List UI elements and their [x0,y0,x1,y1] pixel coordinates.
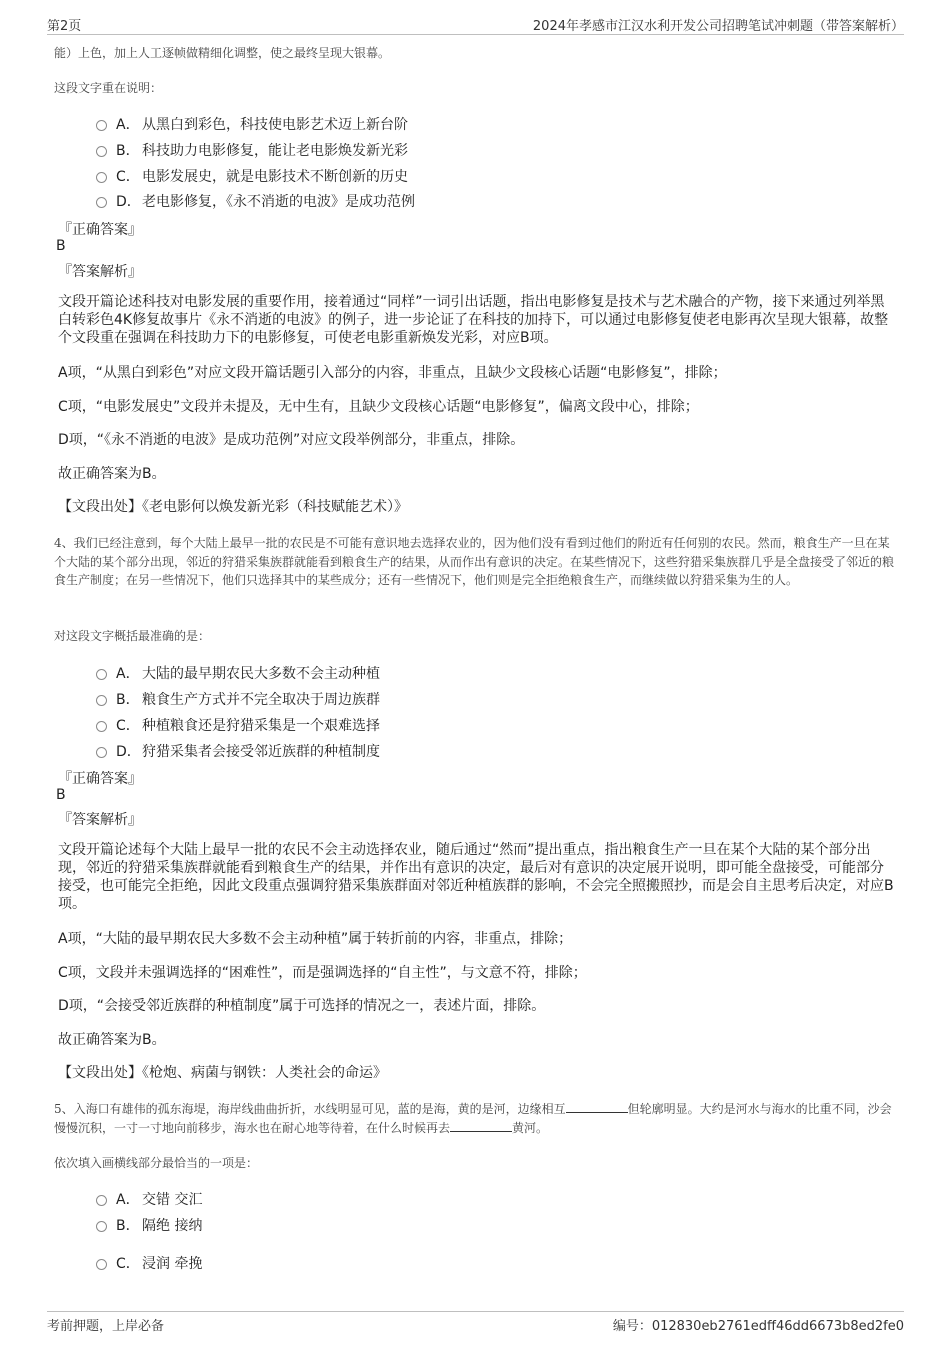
q4-option-c[interactable]: C． 种植粮食还是狩猎采集是一个艰难选择 [96,715,380,735]
q3-prompt: 这段文字重在说明： [54,81,163,95]
q4-passage: 4、我们已经注意到，每个大陆上最早一批的农民是不可能有意识地去选择农业的，因为他们没有看到过他们的附近有任何别的农民。然而，粮食生产一旦在某个大陆的某个部分出现，邻近的狩猎采集族群就能看到粮食生产的结果，从而作出有意识的决定。在某些情况下，这些狩猎采集族群几乎是全盘接受了邻近的粮食生产制度；在另一些情况下，他们只选择其中的某些成分；还有一些情况下，他们则是完全拒绝粮食生产，而继续做以狩猎采集为生的人。 [54,536,895,587]
q3-note-a: A项，“从黑白到彩色”对应文段开篇话题引入部分的内容，非重点，且缺少文段核心话题“电影修复”，排除； [58,365,727,381]
q3-analysis-label: 『答案解析』 [58,264,142,280]
q3-analysis: 文段开篇论述科技对电影发展的重要作用，接着通过“同样”一词引出话题，指出电影修复是技术与艺术融合的产物，接下来通过列举黑白转彩色4K修复故事片《永不消逝的电波》的例子，进一步论证了在科技的加持下，可以通过电影修复使老电影再次呈现大银幕，故整个文段重在强调在科技助力下的电影修复，可使老电影重新焕发光彩，对应B项。 [58,294,889,346]
q4-option-d[interactable]: D．狩猎采集者会接受邻近族群的种植制度 [96,741,380,761]
q3-option-b[interactable]: B． 科技助力电影修复，能让老电影焕发新光彩 [96,140,408,160]
q4-note-a: A项，“大陆的最早期农民大多数不会主动种植”属于转折前的内容，非重点，排除； [58,931,573,947]
radio-icon[interactable] [96,146,107,157]
q4-note-c: C项，文段并未强调选择的“困难性”，而是强调选择的“自主性”，与文意不符，排除； [58,965,587,981]
q3-passage-tail: 能）上色，加上人工逐帧做精细化调整，使之最终呈现大银幕。 [54,46,391,60]
q5-prompt: 依次填入画横线部分最恰当的一项是： [54,1156,259,1170]
q4-option-b[interactable]: B． 粮食生产方式并不完全取决于周边族群 [96,689,380,709]
q4-note-d: D项，“会接受邻近族群的种植制度”属于可选择的情况之一，表述片面，排除。 [58,998,546,1014]
fill-blank-1[interactable] [566,1100,628,1113]
radio-icon[interactable] [96,695,107,706]
radio-icon[interactable] [96,120,107,131]
document-title: 2024年孝感市江汉水利开发公司招聘笔试冲刺题（带答案解析） [532,19,904,34]
footer-slogan: 考前押题，上岸必备 [47,1319,165,1334]
q4-prompt: 对这段文字概括最准确的是： [54,629,211,643]
page-footer [47,1311,904,1336]
q3-answer-label: 『正确答案』 [58,222,142,238]
radio-icon[interactable] [96,172,107,183]
q5-option-b[interactable]: B． 隔绝 接纳 [96,1215,202,1235]
q5-option-c[interactable]: C． 浸润 牵挽 [96,1253,202,1273]
radio-icon[interactable] [96,1221,107,1232]
q4-source: 【文段出处】《枪炮、病菌与钢铁：人类社会的命运》 [58,1065,387,1081]
q4-answer: B [56,787,66,803]
q3-note-d: D项，“《永不消逝的电波》是成功范例”对应文段举例部分，非重点，排除。 [58,432,525,448]
q4-answer-label: 『正确答案』 [58,771,142,787]
q3-option-c[interactable]: C． 电影发展史，就是电影技术不断创新的历史 [96,166,408,186]
q3-option-d[interactable]: D．老电影修复，《永不消逝的电波》是成功范例 [96,191,415,211]
page-number: 第2页 [47,19,82,34]
radio-icon[interactable] [96,747,107,758]
radio-icon[interactable] [96,1195,107,1206]
q3-answer: B [56,238,66,254]
radio-icon[interactable] [96,197,107,208]
q3-source: 【文段出处】《老电影何以焕发新光彩（科技赋能艺术）》 [58,499,408,515]
q4-analysis-label: 『答案解析』 [58,812,142,828]
radio-icon[interactable] [96,721,107,732]
q5-passage: 5、入海口有雄伟的孤东海堤，海岸线曲曲折折，水线明显可见，蓝的是海，黄的是河，边缘相互 但轮廓明显。大约是河水与海水的比重不同，沙会慢慢沉积，一寸一寸地向前移步，海水也在耐心地等待着，在什么时候再去 黄河。 [54,1102,892,1135]
q5-option-a[interactable]: A． 交错 交汇 [96,1189,202,1209]
radio-icon[interactable] [96,669,107,680]
q4-option-a[interactable]: A． 大陆的最早期农民大多数不会主动种植 [96,663,380,683]
q4-analysis: 文段开篇论述每个大陆上最早一批的农民不会主动选择农业，随后通过“然而”提出重点，指出粮食生产一旦在某个大陆的某个部分出现，邻近的狩猎采集族群就能看到粮食生产的结果，并作出有意识的决定，最后对有意识的决定展开说明，即可能全盘接受，可能部分接受，也可能完全拒绝，因此文段重点强调狩猎采集族群面对邻近种植族群的影响，不会完全照搬照抄，而是会自主思考后决定，对应B项。 [58,842,894,912]
page-header [47,14,904,35]
fill-blank-2[interactable] [450,1119,512,1132]
q3-note-c: C项，“电影发展史”文段并未提及，无中生有，且缺少文段核心话题“电影修复”，偏离文段中心，排除； [58,399,699,415]
q3-conclusion: 故正确答案为B。 [58,466,166,482]
document-id: 编号：012830eb2761edff46dd6673b8ed2fe0 [612,1319,904,1334]
q3-option-a[interactable]: A． 从黑白到彩色，科技使电影艺术迈上新台阶 [96,114,408,134]
q4-conclusion: 故正确答案为B。 [58,1032,166,1048]
radio-icon[interactable] [96,1259,107,1270]
